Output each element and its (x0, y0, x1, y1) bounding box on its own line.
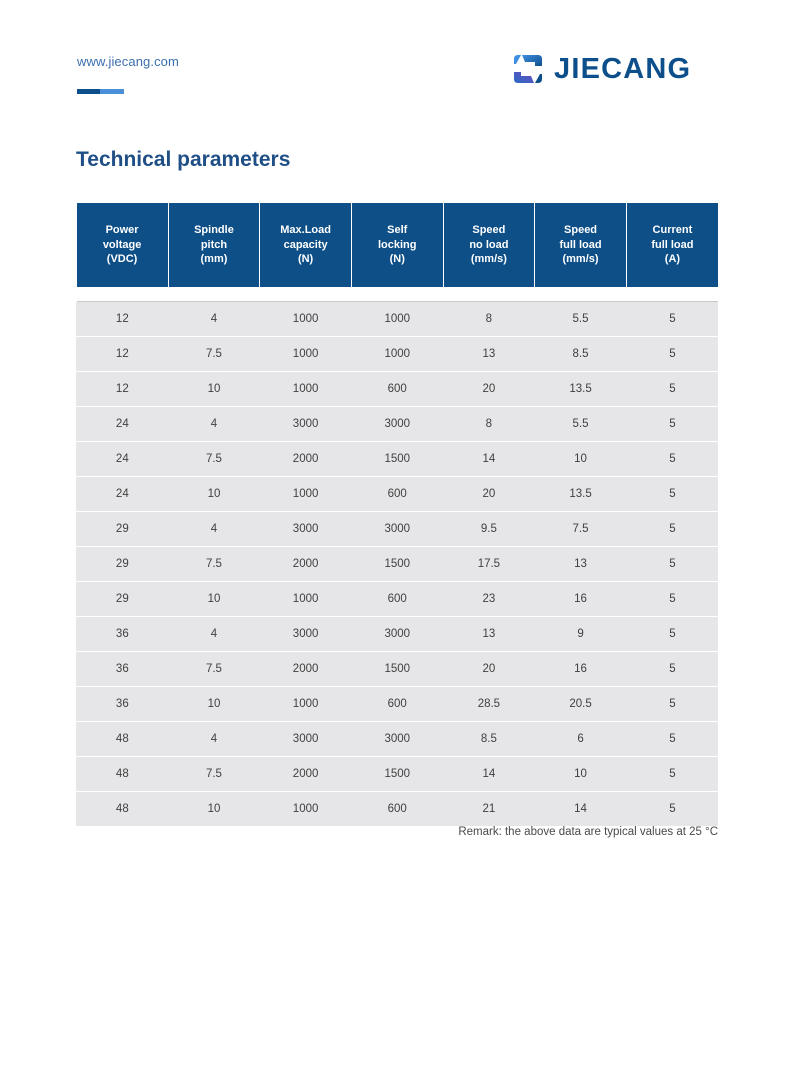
column-header-line: (VDC) (106, 253, 138, 266)
table-cell: 3000 (351, 407, 443, 442)
table-cell: 14 (443, 442, 535, 477)
table-row (77, 547, 719, 582)
table-cell: 4 (168, 512, 260, 547)
table-cell: 600 (351, 477, 443, 512)
table-cell: 5.5 (535, 407, 627, 442)
table-cell: 17.5 (443, 547, 535, 582)
column-header-line: (N) (297, 253, 314, 266)
table-cell: 1500 (351, 442, 443, 477)
table-cell: 1000 (260, 687, 352, 722)
brand-name: JIECANG (554, 53, 692, 85)
column-header-line: voltage (102, 238, 142, 251)
parameters-table-container (76, 203, 718, 826)
table-cell: 12 (77, 337, 169, 372)
table-cell: 48 (77, 792, 169, 827)
table-cell: 5 (626, 442, 718, 477)
table-cell: 13.5 (535, 477, 627, 512)
table-row (77, 372, 719, 407)
table-cell: 4 (168, 617, 260, 652)
table-row (77, 617, 719, 652)
column-header (443, 203, 535, 287)
table-cell: 10 (168, 687, 260, 722)
column-header-line: locking (377, 238, 417, 251)
table-cell: 5 (626, 547, 718, 582)
column-header-line: Spindle (194, 224, 234, 237)
table-cell: 7.5 (168, 652, 260, 687)
accent-bar-dark (77, 89, 100, 94)
table-row (77, 477, 719, 512)
table-cell: 2000 (260, 652, 352, 687)
header-accent-bar (77, 89, 124, 94)
page-title: Technical parameters (76, 148, 291, 171)
table-cell: 2000 (260, 757, 352, 792)
table-cell: 13 (443, 337, 535, 372)
table-cell: 3000 (260, 722, 352, 757)
table-cell: 14 (443, 757, 535, 792)
table-cell: 3000 (351, 617, 443, 652)
table-cell: 5 (626, 477, 718, 512)
table-cell: 7.5 (535, 512, 627, 547)
table-cell: 600 (351, 687, 443, 722)
website-url[interactable]: www.jiecang.com (77, 54, 179, 69)
table-row (77, 512, 719, 547)
table-cell: 4 (168, 302, 260, 337)
table-cell: 29 (77, 512, 169, 547)
table-cell: 10 (168, 792, 260, 827)
table-row (77, 442, 719, 477)
table-cell: 20.5 (535, 687, 627, 722)
table-header-row (77, 203, 719, 287)
table-cell: 9 (535, 617, 627, 652)
table-cell: 36 (77, 652, 169, 687)
table-cell: 20 (443, 477, 535, 512)
table-cell: 5 (626, 512, 718, 547)
table-cell: 1500 (351, 652, 443, 687)
jiecang-logo-icon (511, 52, 545, 86)
column-header-line: (N) (389, 253, 405, 266)
table-cell: 5.5 (535, 302, 627, 337)
table-cell: 48 (77, 757, 169, 792)
table-row (77, 757, 719, 792)
column-header-line: capacity (283, 238, 328, 251)
table-cell: 10 (535, 442, 627, 477)
column-header-line: Self (387, 224, 408, 237)
table-cell: 13.5 (535, 372, 627, 407)
table-cell: 5 (626, 757, 718, 792)
table-row (77, 792, 719, 827)
table-cell: 600 (351, 372, 443, 407)
table-cell: 5 (626, 617, 718, 652)
table-cell: 10 (535, 757, 627, 792)
table-cell: 3000 (260, 407, 352, 442)
table-cell: 3000 (351, 512, 443, 547)
table-cell: 8 (443, 407, 535, 442)
column-header-line: full load (651, 238, 694, 251)
column-header (626, 203, 718, 287)
table-row (77, 302, 719, 337)
column-header-line: Power (105, 224, 139, 237)
table-cell: 14 (535, 792, 627, 827)
table-cell: 16 (535, 652, 627, 687)
table-cell: 7.5 (168, 757, 260, 792)
table-cell: 20 (443, 372, 535, 407)
table-row (77, 687, 719, 722)
column-header (260, 203, 352, 287)
table-cell: 10 (168, 582, 260, 617)
column-header-line: no load (469, 238, 509, 251)
column-header (535, 203, 627, 287)
table-cell: 5 (626, 722, 718, 757)
table-cell: 13 (535, 547, 627, 582)
table-cell: 29 (77, 547, 169, 582)
parameters-table (76, 203, 718, 826)
column-header-line: (mm/s) (562, 253, 599, 266)
table-cell: 1000 (260, 337, 352, 372)
accent-bar-light (100, 89, 124, 94)
column-header-line: Speed (472, 224, 506, 237)
table-spacer (77, 287, 719, 302)
table-cell: 2000 (260, 442, 352, 477)
table-cell: 20 (443, 652, 535, 687)
table-cell: 3000 (260, 512, 352, 547)
table-cell: 16 (535, 582, 627, 617)
table-row (77, 582, 719, 617)
table-cell: 4 (168, 407, 260, 442)
table-cell: 3000 (351, 722, 443, 757)
column-header-line: (mm/s) (470, 253, 507, 266)
table-cell: 1500 (351, 757, 443, 792)
table-cell: 12 (77, 372, 169, 407)
table-cell: 6 (535, 722, 627, 757)
table-cell: 7.5 (168, 337, 260, 372)
table-cell: 1000 (351, 302, 443, 337)
table-cell: 5 (626, 687, 718, 722)
table-cell: 24 (77, 442, 169, 477)
table-cell: 1000 (260, 792, 352, 827)
table-cell: 29 (77, 582, 169, 617)
table-cell: 5 (626, 337, 718, 372)
table-cell: 5 (626, 582, 718, 617)
column-header-line: Max.Load (280, 224, 331, 237)
table-cell: 48 (77, 722, 169, 757)
table-row (77, 722, 719, 757)
column-header-line: (mm) (200, 253, 228, 266)
table-cell: 24 (77, 477, 169, 512)
table-cell: 1000 (260, 477, 352, 512)
table-cell: 7.5 (168, 547, 260, 582)
table-cell: 5 (626, 407, 718, 442)
table-row (77, 652, 719, 687)
table-cell: 12 (77, 302, 169, 337)
table-cell: 4 (168, 722, 260, 757)
table-cell: 600 (351, 582, 443, 617)
column-header-line: (A) (664, 253, 681, 266)
table-cell: 1000 (260, 372, 352, 407)
table-cell: 10 (168, 372, 260, 407)
table-cell: 8.5 (535, 337, 627, 372)
table-cell: 2000 (260, 547, 352, 582)
table-cell: 36 (77, 617, 169, 652)
table-row (77, 337, 719, 372)
remark-note: Remark: the above data are typical values at 25 °C (458, 826, 718, 838)
column-header-line: Speed (564, 224, 598, 237)
column-header-line: full load (559, 238, 602, 251)
table-cell: 5 (626, 302, 718, 337)
table-cell: 28.5 (443, 687, 535, 722)
column-header (168, 203, 260, 287)
column-header-line: pitch (200, 238, 228, 251)
brand-logo (511, 52, 691, 86)
table-cell: 24 (77, 407, 169, 442)
table-cell: 5 (626, 372, 718, 407)
column-header (77, 203, 169, 287)
table-cell: 3000 (260, 617, 352, 652)
table-cell: 1000 (260, 302, 352, 337)
table-cell: 36 (77, 687, 169, 722)
table-cell: 5 (626, 652, 718, 687)
column-header-line: Current (652, 224, 693, 237)
table-cell: 1000 (351, 337, 443, 372)
table-cell: 7.5 (168, 442, 260, 477)
table-cell: 10 (168, 477, 260, 512)
table-cell: 8 (443, 302, 535, 337)
table-cell: 9.5 (443, 512, 535, 547)
table-cell: 1000 (260, 582, 352, 617)
table-cell: 21 (443, 792, 535, 827)
table-cell: 600 (351, 792, 443, 827)
table-cell: 13 (443, 617, 535, 652)
table-cell: 23 (443, 582, 535, 617)
column-header (351, 203, 443, 287)
table-row (77, 407, 719, 442)
table-cell: 1500 (351, 547, 443, 582)
table-cell: 5 (626, 792, 718, 827)
table-cell: 8.5 (443, 722, 535, 757)
